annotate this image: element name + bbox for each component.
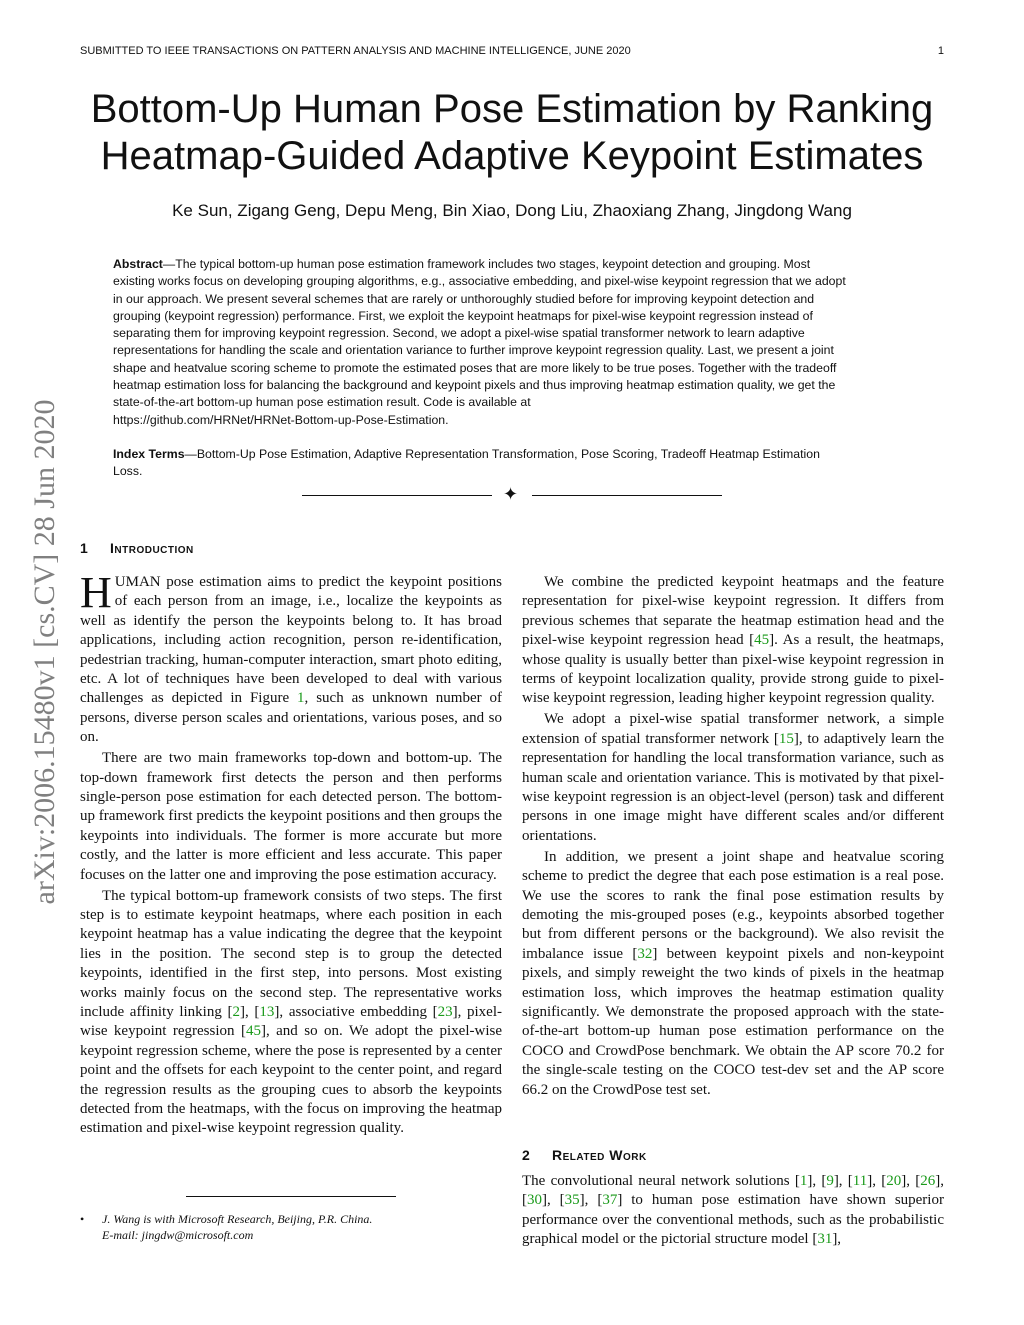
section-title: Introduction [110,540,194,556]
title-line: Bottom-Up Human Pose Estimation by Ranking [90,87,934,131]
bullet-icon: • [80,1212,85,1226]
abstract-line: separating them for improving keypoint regression. Second, we adopt a pixel-wise spatial transformer network to learn adaptive [113,326,805,341]
section-title: Related Work [552,1147,647,1163]
left-column [80,568,503,1140]
divider-right [532,495,722,496]
index-terms [113,446,820,481]
right-column [522,573,944,1101]
footnote-line: J. Wang is with Microsoft Research, Beijing, P.R. China. [102,1212,373,1226]
drop-cap: H [80,568,112,617]
citation-link[interactable]: 45 [245,1023,261,1040]
paragraph: We adopt a pixel-wise spatial transformer network, a simple extension of spatial transformer network [15], to adaptively learn the representation for handling the local transformation variance, such as human scale and orientation variance. This is motivated by that pixel-wise keypoint regression is an object-level (person) task and different persons in one image might have different scales and/or different orientations. [522,711,944,844]
abstract-line: heatmap estimation loss for balancing the background and keypoint pixels and thus improving heatmap estimation quality, we get the [113,378,836,393]
index-terms-line: Loss. [113,464,143,479]
citation-link[interactable]: 1 [799,1173,808,1189]
abstract [113,256,846,429]
code-url[interactable]: https://github.com/HRNet/HRNet-Bottom-up-Pose-Estimation. [113,412,449,427]
citation-link[interactable]: 2 [232,1003,241,1020]
title-line: Heatmap-Guided Adaptive Keypoint Estimates [100,134,924,178]
footnote [80,1211,372,1243]
citation-link[interactable]: 32 [637,945,653,962]
citation-link[interactable]: 35 [564,1192,580,1209]
citation-link[interactable]: 20 [886,1173,902,1189]
section-heading-introduction [80,540,194,556]
paragraph: In addition, we present a joint shape and heatvalue scoring scheme to predict the degree that each pose estimation is a real pose. We use the scores to rank the final pose estimation results by demoting the mis-grouped poses (e.g., keypoints absorbed together but from different persons or the background). We also revisit the imbalance issue [32] between keypoint pixels and non-keypoint pixels, and simply reweight the two kinds of pixels in the heatmap estimation loss, which improves the heatmap estimation quality significantly. We demonstrate the proposed approach with the state-of-the-art bottom-up human pose estimation performance on the COCO and CrowdPose benchmark. We obtain the AP score 70.2 for the single-scale testing on the COCO test-dev set and the AP score 66.2 on the CrowdPose test set. [522,848,944,1098]
citation-link[interactable]: 9 [826,1173,834,1189]
abstract-line: state-of-the-art bottom-up human pose estimation result. Code is available at [113,395,531,410]
journal-header: SUBMITTED TO IEEE TRANSACTIONS ON PATTERN ANALYSIS AND MACHINE INTELLIGENCE, JUNE 2020 [80,45,631,57]
index-terms-label: Index Terms [113,447,185,461]
citation-link[interactable]: 37 [602,1192,618,1209]
abstract-line: representations for handling the scale and orientation variance to further improve keypoint regression quality. Last, we present a joint [113,343,834,358]
index-terms-line: —Bottom-Up Pose Estimation, Adaptive Representation Transformation, Pose Scoring, Tradeoff Heatmap Estimation [184,447,820,461]
divider-star-icon: ✦ [503,484,519,505]
section-number: 2 [522,1147,531,1163]
small-caps-text: UMAN [114,574,161,590]
abstract-line: in our approach. We present several schemes that are rarely or unthoroughly studied before for improving keypoint detection and [113,291,815,306]
section-number: 1 [80,540,89,556]
citation-link[interactable]: 13 [259,1003,275,1020]
citation-link[interactable]: 31 [817,1231,833,1248]
paragraph: HUMAN pose estimation aims to predict the keypoint positions of each person from an image, i.e., localize the keypoints as well as identify the person the keypoints belong to. It has broad applications, including action recognition, person re-identification, pedestrian tracking, human-computer interaction, smart photo editing, etc. A lot of techniques have been developed to deal with various challenges as depicted in Figure 1, such as unknown number of persons, diverse person scales and orientations, various poses, and so on. [80,568,503,746]
abstract-label: Abstract [113,257,163,271]
citation-link[interactable]: 26 [920,1173,936,1189]
abstract-line: existing works focus on developing grouping algorithms, e.g., associative embedding, and pixel-wise keypoint regression that we adopt [113,274,846,289]
abstract-line: shape and heatvalue scoring scheme to promote the estimated poses that are more likely to be true poses. Together with the tradeoff [113,360,837,375]
citation-link[interactable]: 15 [778,730,794,747]
citation-link[interactable]: 1 [297,690,305,707]
abstract-line: grouping (keypoint regression) performance. First, we exploit the keypoint heatmaps for pixel-wise keypoint regression instead of [113,308,813,323]
running-header [80,45,944,57]
paragraph: The typical bottom-up framework consists of two steps. The first step is to estimate keypoint heatmaps, where each position in each keypoint heatmap has a value indicating the degree that the keypoint lies in the position. The second step is to group the detected keypoints, identified in the first step, into persons. Most existing works mainly focus on the second step. The representative works include affinity linking [2], [13], associative embedding [23], pixel-wise keypoint regression [45], and so on. We adopt the pixel-wise keypoint regression scheme, where the pose is represented by a center point and the offsets for each keypoint to the center point, and regard the regression results as the grouping cues to absorb the keypoints detected from the heatmaps, with the focus on improving the heatmap estimation and pixel-wise keypoint regression quality. [80,887,503,1137]
section-heading-related-work [522,1147,647,1163]
footnote-email: E-mail: jingdw@microsoft.com [102,1228,254,1242]
divider-left [302,495,492,496]
paper-title [0,86,1024,180]
abstract-line: —The typical bottom-up human pose estimation framework includes two stages, keypoint detection and grouping. Most [162,257,811,271]
paragraph: The convolutional neural network solutions [1], [9], [11], [20], [26], [30], [35], [37] to human pose estimation have shown superior performance over the conventional methods, such as the probabilistic graphical model or the pictorial structure model [31], [522,1173,944,1248]
related-work-column [522,1172,944,1251]
page-number: 1 [937,45,944,57]
paragraph: We combine the predicted keypoint heatmaps and the feature representation for pixel-wise keypoint regression. It differs from previous schemes that separate the heatmap estimation head and the pixel-wise keypoint regression head [45]. As a result, the heatmaps, whose quality is usually better than pixel-wise keypoint regression in terms of keypoint localization quality, provide strong guide to pixel-wise keypoint regression, leading higher keypoint regression quality. [522,574,944,707]
citation-link[interactable]: 45 [754,632,770,649]
citation-link[interactable]: 23 [437,1003,453,1020]
authors: Ke Sun, Zigang Geng, Depu Meng, Bin Xiao, Dong Liu, Zhaoxiang Zhang, Jingdong Wang [172,201,852,220]
paragraph: There are two main frameworks top-down and bottom-up. The top-down framework first detects the person and then performs single-person pose estimation for each detected person. The bottom-up framework first predicts the keypoint positions and then groups the keypoints into individuals. The former is more accurate but more costly, and the latter is more efficient and less accurate. This paper focuses on the latter one and improving the pose estimation accuracy. [80,750,502,883]
citation-link[interactable]: 11 [852,1173,868,1189]
arxiv-stamp: arXiv:2006.15480v1 [cs.CV] 28 Jun 2020 [28,399,61,905]
citation-link[interactable]: 30 [527,1192,542,1209]
footnote-rule [186,1196,396,1197]
